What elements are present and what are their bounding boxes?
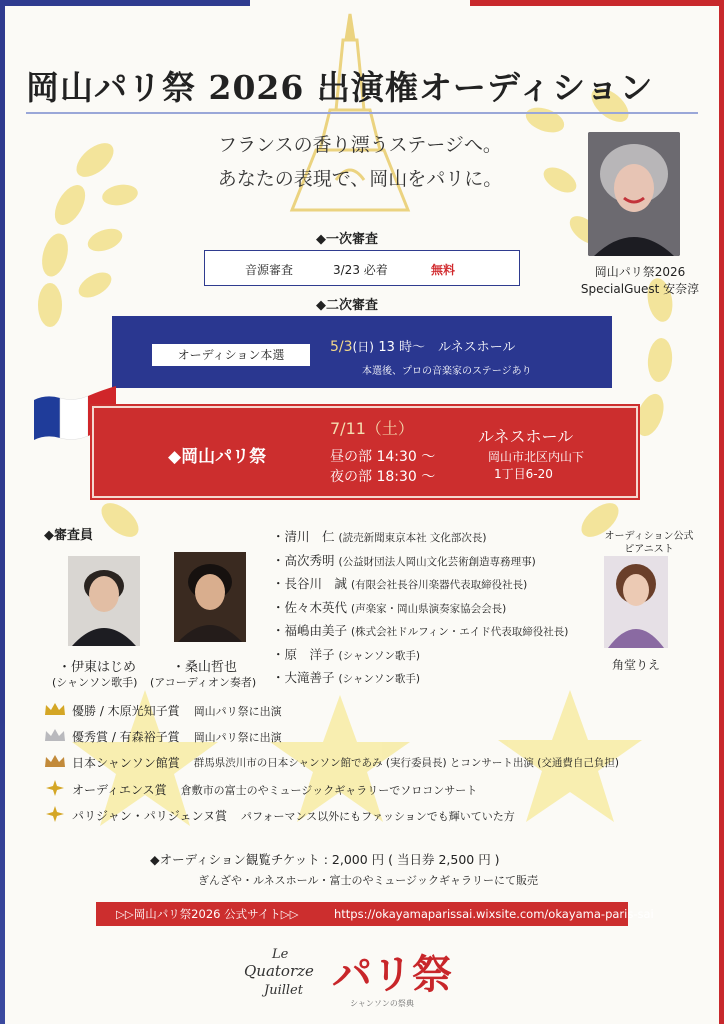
list-item [272, 597, 592, 621]
official-site-label: ▷▷岡山パリ祭2026 公式サイト▷▷ [116, 907, 299, 921]
sparkle-icon [44, 780, 66, 799]
logo-sub: シャンソンの祭典 [350, 999, 414, 1008]
special-guest-photo [588, 132, 680, 256]
list-item [272, 526, 592, 550]
first-screening-type: 音源審査 [245, 263, 294, 277]
first-screening-heading: ◆一次審査 [316, 232, 378, 247]
judges-heading: ◆審査員 [44, 528, 93, 543]
logo-juillet: Juillet [264, 983, 303, 998]
pianist-caption-line2: ピアニスト [624, 544, 674, 555]
list-item [272, 550, 592, 574]
official-site-bar[interactable] [96, 902, 654, 926]
judge-role: (有限会社長谷川楽器代表取締役社長) [351, 579, 528, 591]
special-guest-caption [560, 264, 720, 298]
judge-name: ・福嶋由美子 [272, 623, 348, 638]
award-desc: 岡山パリ祭に出演 [193, 730, 282, 744]
title-underline [26, 112, 698, 114]
crown-silver-icon [44, 728, 66, 745]
award-desc: 岡山パリ祭に出演 [193, 704, 282, 718]
main-event-address2: 1丁目6-20 [494, 467, 553, 481]
judge-photo-ito [68, 556, 140, 646]
judge-role: (株式会社ドルフィン・エイド代表取締役社長) [351, 626, 569, 638]
ticket-info: ◆オーディション観覧チケット : 2,000 円 ( 当日券 2,500 円 ) [150, 852, 500, 867]
judge-name: ・長谷川 誠 [272, 576, 348, 591]
judge-role-kuwayama: (アコーディオン奏者) [150, 676, 257, 689]
judge-role: (公益財団法人岡山文化芸術創造専務理事) [338, 555, 536, 568]
judge-name: ・大滝善子 [272, 670, 335, 685]
logo-le: Le [272, 947, 289, 962]
award-name: 優勝 / 木原光知子賞 [72, 704, 180, 718]
main-event-label: ◆岡山パリ祭 [168, 447, 267, 467]
catch-copy-line1: フランスの香り漂うステージへ。 [218, 134, 502, 156]
main-event-venue: ルネスホール [478, 427, 574, 446]
crown-bronze-icon [44, 754, 66, 771]
judge-name-kuwayama: ・桑山哲也 [172, 660, 238, 675]
award-name: 日本シャンソン館賞 [72, 756, 180, 770]
pianist-photo [604, 556, 668, 648]
main-event-date: 7/11（土） [330, 419, 414, 438]
judge-name: ・佐々木英代 [272, 599, 348, 615]
list-item [272, 573, 592, 597]
award-name: オーディエンス賞 [72, 783, 167, 797]
second-screening-label: オーディション本選 [152, 344, 310, 366]
catch-copy-line2: あなたの表現で、岡山をパリに。 [217, 168, 503, 190]
paris-sai-logo [240, 936, 490, 1016]
pianist-name: 角堂りえ [611, 658, 660, 672]
judge-name: ・高次秀明 [272, 552, 335, 568]
award-row-1 [44, 702, 704, 724]
main-event-night-part: 夜の部 18:30 ～ [330, 469, 436, 485]
award-name: 優秀賞 / 有森裕子賞 [72, 730, 180, 744]
judge-role: (シャンソン歌手) [338, 649, 420, 662]
first-screening-fee: 無料 [431, 263, 456, 277]
official-site-url[interactable]: https://okayamaparissai.wixsite.com/okayama-paris-sai [334, 907, 654, 921]
second-screening-weekday: (日) [352, 340, 374, 354]
ticket-sales-locations: ぎんざや・ルネスホール・富士のやミュージックギャラリーにて販売 [198, 874, 539, 887]
first-screening-box [204, 250, 520, 286]
award-desc: パフォーマンス以外にもファッションでも輝いていた方 [241, 809, 515, 823]
special-guest-line1: 岡山パリ祭2026 [594, 265, 686, 279]
award-row-4 [44, 780, 704, 802]
award-row-2 [44, 728, 704, 750]
page-title: 岡山パリ祭 2026 出演権オーディション [26, 68, 654, 107]
second-screening-box [112, 316, 612, 388]
logo-main: パリ祭 [332, 951, 452, 998]
main-event-day-part: 昼の部 14:30 ～ [330, 449, 436, 465]
award-desc: 群馬県渋川市の日本シャンソン館であみ (実行委員長) とコンサート出演 (交通費自己負担) [193, 757, 619, 769]
award-row-5 [44, 806, 704, 828]
judge-role: (読売新聞東京本社 文化部次長) [338, 532, 487, 544]
main-event-box [92, 406, 638, 498]
judges-list [272, 526, 592, 691]
pianist-caption-line1: オーディション公式 [604, 531, 694, 542]
award-row-3 [44, 754, 704, 776]
special-guest-line2: SpecialGuest 安奈淳 [580, 282, 700, 296]
judge-role: (声楽家・岡山県演奏家協会会長) [351, 602, 507, 615]
second-screening-datetime [330, 336, 515, 355]
list-item [272, 644, 592, 668]
judge-name: ・原 洋子 [272, 646, 335, 662]
judge-photo-kuwayama [174, 552, 246, 642]
award-desc: 倉敷市の富士のやミュージックギャラリーでソロコンサート [180, 783, 478, 797]
main-event-address1: 岡山市北区内山下 [488, 450, 585, 464]
second-screening-heading: ◆二次審査 [316, 298, 378, 313]
second-screening-time-venue: 13 時～ ルネスホール [378, 340, 516, 355]
second-screening-note: 本選後、プロの音楽家のステージあり [362, 366, 532, 377]
logo-quatorze: Quatorze [244, 962, 314, 980]
list-item [272, 620, 592, 644]
sparkle-icon [44, 806, 66, 825]
list-item [272, 667, 592, 691]
first-screening-deadline: 3/23 必着 [333, 263, 388, 277]
second-screening-date: 5/3 [330, 339, 353, 355]
crown-gold-icon [44, 702, 66, 719]
pianist-caption [594, 530, 704, 556]
judge-name-ito: ・伊東はじめ [58, 660, 137, 675]
award-name: パリジャン・パリジェンヌ賞 [72, 809, 228, 823]
judge-role: (シャンソン歌手) [338, 673, 420, 685]
judge-role-ito: (シャンソン歌手) [52, 676, 138, 689]
judge-name: ・清川 仁 [272, 529, 335, 544]
